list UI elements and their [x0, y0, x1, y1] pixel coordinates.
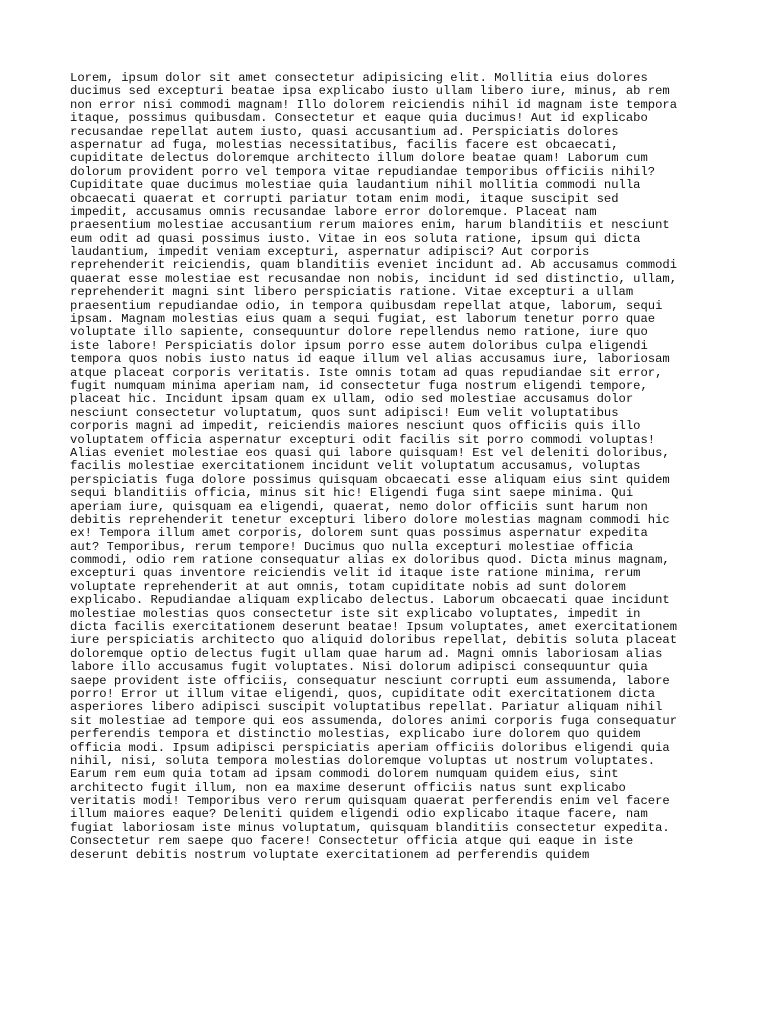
text-line: aspernatur ad fuga, molestias necessitatibus, facilis facere est obcaecati, — [70, 137, 619, 152]
text-line: Earum rem eum quia totam ad ipsam commodi dolorem numquam quidem eius, sint — [70, 767, 619, 782]
text-line: recusandae repellat autem iusto, quasi accusantium ad. Perspiciatis dolores — [70, 124, 619, 139]
text-line: asperiores libero adipisci suscipit voluptatibus repellat. Pariatur aliquam nihil — [70, 700, 663, 715]
text-line: aut? Temporibus, rerum tempore! Ducimus quo nulla excepturi molestiae officia — [70, 539, 634, 554]
text-line: ducimus sed excepturi beatae ipsa explicabo iusto ullam libero iure, minus, ab rem — [70, 84, 670, 99]
text-line: excepturi quas inventore reiciendis velit id itaque iste ratione minima, rerum — [70, 566, 641, 581]
text-line: fugiat laboriosam iste minus voluptatum, quisquam blanditiis consectetur expedita. — [70, 820, 670, 835]
text-line: nihil, nisi, soluta tempora molestias doloremque voluptas ut nostrum voluptates. — [70, 753, 656, 768]
text-line: saepe provident iste officiis, consequatur nesciunt corrupti eum assumenda, labore — [70, 673, 670, 688]
text-line: quaerat esse molestiae est recusandae non nobis, incidunt id sed distinctio, ullam, — [70, 271, 678, 286]
text-line: corporis magni ad impedit, reiciendis maiores nesciunt quos officiis quis illo — [70, 419, 641, 434]
text-line: Lorem, ipsum dolor sit amet consectetur adipisicing elit. Mollitia eius dolores — [70, 71, 648, 85]
text-line: dolorum provident porro vel tempora vitae repudiandae temporibus officiis nihil? — [70, 164, 656, 179]
text-line: perferendis tempora et distinctio molestias, explicabo iure dolorem quo quidem — [70, 727, 641, 742]
text-line: reprehenderit reiciendis, quam blanditiis eveniet incidunt ad. Ab accusamus commodi — [70, 258, 678, 273]
document-body-text — [70, 72, 710, 862]
text-line: cupiditate delectus doloremque architecto illum dolore beatae quam! Laborum cum — [70, 151, 648, 166]
text-line: facilis molestiae exercitationem incidunt velit voluptatum accusamus, voluptas — [70, 459, 641, 474]
text-line: illum maiores eaque? Deleniti quidem eligendi odio explicabo itaque facere, nam — [70, 807, 648, 822]
text-line: impedit, accusamus omnis recusandae labore error doloremque. Placeat nam — [70, 204, 597, 219]
text-line: itaque, possimus quibusdam. Consectetur et eaque quia ducimus! Aut id explicabo — [70, 111, 648, 126]
text-line: atque placeat corporis veritatis. Iste omnis totam ad quas repudiandae sit error, — [70, 365, 663, 380]
text-line: sequi blanditiis officia, minus sit hic! Eligendi fuga sint saepe minima. Qui — [70, 486, 634, 501]
text-line: placeat hic. Incidunt ipsam quam ex ullam, odio sed molestiae accusamus dolor — [70, 392, 634, 407]
text-line: iste labore! Perspiciatis dolor ipsum porro esse autem doloribus culpa eligendi — [70, 338, 648, 353]
text-line: commodi, odio rem ratione consequatur alias ex doloribus quod. Dicta minus magnam, — [70, 553, 670, 568]
text-line: explicabo. Repudiandae aliquam explicabo delectus. Laborum obcaecati quae incidunt — [70, 593, 670, 608]
text-line: obcaecati quaerat et corrupti pariatur totam enim modi, itaque suscipit sed — [70, 191, 619, 206]
text-line: Consectetur rem saepe quo facere! Consectetur officia atque qui eaque in iste — [70, 834, 634, 849]
text-line: nesciunt consectetur voluptatum, quos sunt adipisci! Eum velit voluptatibus — [70, 405, 619, 420]
text-line: Alias eveniet molestiae eos quasi qui labore quisquam! Est vel deleniti doloribus, — [70, 445, 670, 460]
text-line: perspiciatis fuga dolore possimus quisquam obcaecati esse aliquam eius sint quidem — [70, 472, 670, 487]
text-line: voluptate illo sapiente, consequuntur dolore repellendus nemo ratione, iure quo — [70, 325, 648, 340]
text-line: doloremque optio delectus fugit ullam quae harum ad. Magni omnis laboriosam alias — [70, 646, 663, 661]
text-line: reprehenderit magni sint libero perspiciatis ratione. Vitae excepturi a ullam — [70, 285, 634, 300]
text-line: voluptate reprehenderit at aut omnis, totam cupiditate nobis ad sunt dolorem — [70, 579, 626, 594]
text-line: tempora quos nobis iusto natus id eaque illum vel alias accusamus iure, laboriosam — [70, 352, 670, 367]
text-line: ex! Tempora illum amet corporis, dolorem sunt quas possimus aspernatur expedita — [70, 526, 648, 541]
text-line: officia modi. Ipsum adipisci perspiciatis aperiam officiis doloribus eligendi quia — [70, 740, 670, 755]
text-line: aperiam iure, quisquam ea eligendi, quaerat, nemo dolor officiis sunt harum non — [70, 499, 648, 514]
text-line: veritatis modi! Temporibus vero rerum quisquam quaerat perferendis enim vel facere — [70, 794, 670, 809]
text-line: deserunt debitis nostrum voluptate exercitationem ad perferendis quidem — [70, 847, 590, 862]
text-line: eum odit ad quasi possimus iusto. Vitae in eos soluta ratione, ipsum qui dicta — [70, 231, 641, 246]
text-line: voluptatem officia aspernatur excepturi odit facilis sit porro commodi voluptas! — [70, 432, 656, 447]
text-line: ipsam. Magnam molestias eius quam a sequi fugiat, est laborum tenetur porro quae — [70, 312, 656, 327]
text-line: praesentium molestiae accusantium rerum maiores enim, harum blanditiis et nesciunt — [70, 218, 670, 233]
text-line: iure perspiciatis architecto quo aliquid doloribus repellat, debitis soluta placeat — [70, 633, 678, 648]
text-line: non error nisi commodi magnam! Illo dolorem reiciendis nihil id magnam iste tempora — [70, 97, 678, 112]
text-line: dicta facilis exercitationem deserunt beatae! Ipsum voluptates, amet exercitationem — [70, 620, 678, 635]
text-line: praesentium repudiandae odio, in tempora quibusdam repellat atque, laborum, sequi — [70, 298, 663, 313]
text-line: labore illo accusamus fugit voluptates. Nisi dolorum adipisci consequuntur quia — [70, 660, 648, 675]
text-line: fugit numquam minima aperiam nam, id consectetur fuga nostrum eligendi tempore, — [70, 378, 648, 393]
text-line: sit molestiae ad tempore qui eos assumenda, dolores animi corporis fuga consequatur — [70, 713, 678, 728]
text-line: porro! Error ut illum vitae eligendi, quos, cupiditate odit exercitationem dicta — [70, 686, 656, 701]
text-line: Cupiditate quae ducimus molestiae quia laudantium nihil mollitia commodi nulla — [70, 178, 641, 193]
text-line: debitis reprehenderit tenetur excepturi libero dolore molestias magnam commodi hic — [70, 512, 670, 527]
text-line: architecto fugit illum, non ea maxime deserunt officiis natus sunt explicabo — [70, 780, 626, 795]
text-line: molestiae molestias quos consectetur iste sit explicabo voluptates, impedit in — [70, 606, 641, 621]
text-line: laudantium, impedit veniam excepturi, aspernatur adipisci? Aut corporis — [70, 245, 590, 260]
